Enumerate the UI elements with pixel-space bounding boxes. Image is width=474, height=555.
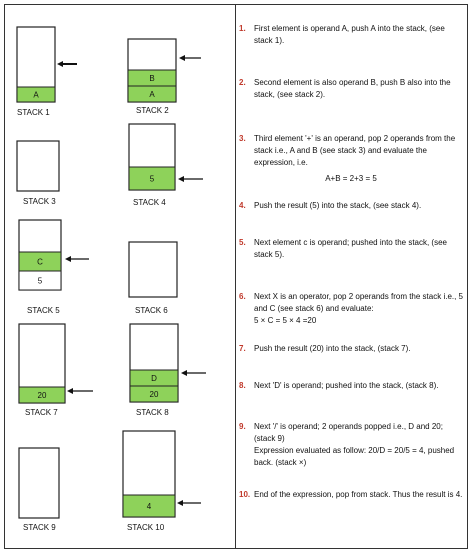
step-6-number: 6.	[239, 292, 246, 301]
stack-4-arrow-head	[178, 176, 184, 182]
stack-6	[129, 242, 177, 315]
stack-7	[19, 324, 93, 417]
step-8	[239, 380, 463, 392]
step-8-number: 8.	[239, 381, 246, 390]
column-divider	[235, 5, 236, 548]
step-4-number: 4.	[239, 201, 246, 210]
stack-1-label: STACK 1	[17, 108, 50, 117]
step-3-text: Third element '+' is an operand, pop 2 operands from the stack i.e., A and B (see stack 3) and evaluate the expression, i.e.	[254, 134, 456, 167]
stack-6-label: STACK 6	[135, 306, 168, 315]
step-5-number: 5.	[239, 238, 246, 247]
stack-2	[128, 39, 201, 115]
stack-10-cell-1-value: 4	[146, 502, 152, 511]
stack-3-label: STACK 3	[23, 197, 56, 206]
stack-9-box	[19, 448, 59, 518]
stack-4-label: STACK 4	[133, 198, 166, 207]
stack-5-cell-1-value: 5	[37, 276, 43, 286]
step-10	[239, 489, 463, 501]
stack-2-arrow-head	[179, 55, 185, 61]
stack-10	[123, 431, 201, 532]
step-1-text: First element is operand A, push A into the stack, (see stack 1).	[254, 24, 445, 45]
stack-8	[130, 324, 206, 417]
step-9-number: 9.	[239, 422, 246, 431]
step-1	[239, 23, 463, 47]
step-3	[239, 133, 463, 187]
stack-3	[17, 141, 59, 206]
stack-2-label: STACK 2	[136, 106, 169, 115]
stack-6-box	[129, 242, 177, 297]
stack-8-cell-1-value: 20	[149, 390, 159, 399]
step-3-number: 3.	[239, 134, 246, 143]
stack-1	[17, 27, 77, 117]
diagram-frame	[4, 4, 468, 549]
stack-8-label: STACK 8	[136, 408, 169, 417]
stack-2-cell-2-value: B	[149, 74, 155, 83]
stack-9	[19, 448, 59, 532]
stack-5-cell-2-value: C	[37, 257, 43, 267]
step-2-number: 2.	[239, 78, 246, 87]
step-2-text: Second element is also operand B, push B also into the stack, (see stack 2).	[254, 78, 451, 99]
step-6	[239, 291, 463, 327]
stack-1-cell-1-value: A	[33, 90, 39, 100]
stack-10-label: STACK 10	[127, 523, 165, 532]
stack-4	[129, 124, 203, 207]
step-3-equation: A+B = 2+3 = 5	[325, 174, 377, 183]
stack-7-cell-1-value: 20	[37, 391, 47, 400]
step-7-number: 7.	[239, 344, 246, 353]
stack-5	[19, 220, 89, 315]
stack-7-arrow-head	[67, 388, 73, 394]
step-5	[239, 237, 463, 261]
stack-diagrams	[5, 5, 235, 550]
stack-9-label: STACK 9	[23, 523, 56, 532]
step-10-number: 10.	[239, 490, 251, 499]
step-9-text: Next '/' is operand; 2 operands popped i.e., D and 20; (stack 9) Expression evaluated as follow: 20/D = 20/5 = 4, pushed back. (stack ×)	[254, 422, 455, 467]
stack-5-arrow-head	[65, 256, 71, 262]
step-9	[239, 421, 463, 469]
step-6-text: Next X is an operator, pop 2 operands from the stack i.e., 5 and C (see stack 6) and evaluate: 5 × C = 5 × 4 =20	[254, 292, 464, 325]
step-7-text: Push the result (20) into the stack, (stack 7).	[254, 344, 411, 353]
step-1-number: 1.	[239, 24, 246, 33]
stack-5-label: STACK 5	[27, 306, 60, 315]
stack-10-arrow-head	[177, 500, 183, 506]
step-4-text: Push the result (5) into the stack, (see stack 4).	[254, 201, 422, 210]
step-4	[239, 200, 463, 212]
step-7	[239, 343, 463, 355]
step-10-text: End of the expression, pop from stack. Thus the result is 4.	[254, 490, 463, 499]
step-2	[239, 77, 463, 101]
stack-1-arrow-head	[57, 61, 63, 67]
stack-3-box	[17, 141, 59, 191]
step-5-text: Next element c is operand; pushed into the stack, (see stack 5).	[254, 238, 447, 259]
stack-8-cell-2-value: D	[151, 374, 157, 383]
stack-4-cell-1-value: 5	[149, 174, 155, 184]
stack-8-arrow-head	[181, 370, 187, 376]
step-8-text: Next 'D' is operand; pushed into the stack, (stack 8).	[254, 381, 439, 390]
stack-7-label: STACK 7	[25, 408, 58, 417]
stack-2-cell-1-value: A	[149, 90, 155, 99]
